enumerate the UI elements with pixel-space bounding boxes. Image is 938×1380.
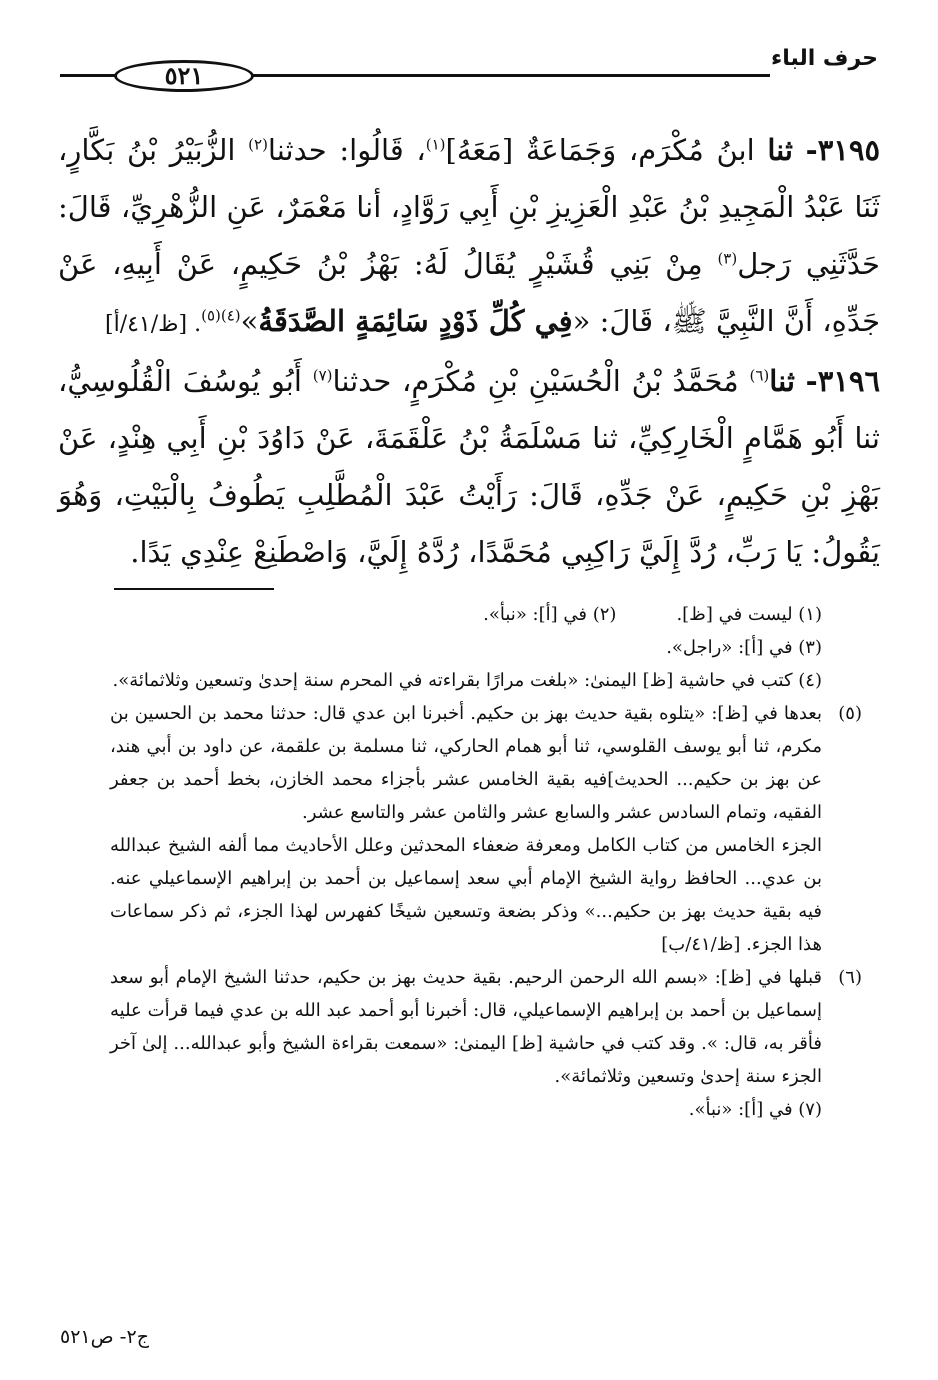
chapter-title: حرف الباء xyxy=(770,46,878,71)
footnote-5-continuation: الجزء الخامس من كتاب الكامل ومعرفة ضعفاء المحدثين وعلل الأحاديث مما ألفه الشيخ عبدالله بن عدي... الحافظ رواية الشيخ الإمام أبي سعد إسماعيل بن أحمد بن إبراهيم الإسماعيلي عنه. فيه بقية حديث بهز بن حكيم...» وذكر بضعة وتسعين شيخًا كفهرس لهذا الجزء، ثم ذكر سماعات هذا الجزء. [ظ/٤١/ب] xyxy=(110,835,822,955)
hadith-text: أَبُو يُوسُفَ الْقُلُوسِيُّ، ثنا أَبُو هَمَّامٍ الْخَارِكِيِّ، ثنا مَسْلَمَةُ بْنُ عَلْقَمَةَ، عَنْ دَاوُدَ بْنِ أَبِي هِنْدٍ، عَنْ بَهْزِ بْنِ حَكِيمٍ، عَنْ جَدِّهِ، قَالَ: رَأَيْتُ عَبْدَ الْمُطَّلِبِ يَطُوفُ بِالْبَيْتِ، وَهُوَ يَقُولُ: يَا رَبِّ، رُدَّ إِلَيَّ رَاكِبِي مُحَمَّدًا، رُدَّهُ إِلَيَّ، وَاصْطَنِعْ عِنْدِي يَدًا. xyxy=(58,364,880,569)
footnote-marker: (٧) xyxy=(312,366,333,385)
footnote-separator xyxy=(114,588,274,590)
page-header xyxy=(60,42,878,92)
manuscript-ref: . [ظ/٤١/أ] xyxy=(105,312,202,337)
footnote-4: (٤) كتب في حاشية [ظ] اليمنىٰ: «بلغت مرارًا بقراءته في المحرم سنة إحدىٰ وتسعين وثلاثمائة». xyxy=(112,670,822,691)
footnote-number: (٦) xyxy=(838,967,862,988)
hadith-number: ٣١٩٥- xyxy=(805,133,881,167)
footnote-marker: (١) xyxy=(425,135,446,154)
hadith-number: ٣١٩٦- xyxy=(805,364,881,398)
footnote-number: (٥) xyxy=(838,703,862,724)
footnote-3: (٣) في [أ]: «راجل». xyxy=(666,637,822,658)
footnote-5 xyxy=(110,697,862,829)
hadith-text: » xyxy=(240,304,259,338)
hadith-text: مُحَمَّدُ بْنُ الْحُسَيْنِ بْنِ مُكْرَمٍ، حدثنا xyxy=(332,364,739,398)
footnote-text: بعدها في [ظ]: «يتلوه بقية حديث بهز بن حكيم. أخبرنا ابن عدي قال: حدثنا محمد بن الحسين بن مكرم، ثنا أبو يوسف القلوسي، ثنا أبو همام الحاركي، ثنا مسلمة بن علقمة، عن داود بن أبي هند، عن بهز بن حكيم... الحديث]فيه بقية الخامس عشر بأجزاء محمد الخازن، بخط أحمد بن جعفر الفقيه، وتمام السادس عشر والسابع عشر والثامن عشر والتاسع عشر. xyxy=(110,703,822,823)
prophetic-quote: فِي كُلِّ ذَوْدٍ سَائِمَةٍ الصَّدَقَةُ xyxy=(258,304,573,338)
footnote-row xyxy=(110,598,822,631)
footnote-2: (٢) في [أ]: «نبأ». xyxy=(483,604,617,625)
footnotes xyxy=(110,598,862,1126)
footnote-text: قبلها في [ظ]: «بسم الله الرحمن الرحيم. بقية حديث بهز بن حكيم، حدثنا الشيخ الإمام أبو سعد إسماعيل بن أحمد بن إبراهيم الإسماعيلي، قال: أخبرنا أبو أحمد عبد الله بن عدي فيما قرأت عليه فأقر به، قال: ». وقد كتب في حاشية [ظ] اليمنىٰ: «سمعت بقراءة الشيخ وأبو عبدالله... إلىٰ آخر الجزء سنة إحدىٰ وتسعين وثلاثمائة». xyxy=(110,967,822,1087)
footnote-7: (٧) في [أ]: «نبأ». xyxy=(688,1099,822,1120)
hadith-text: مِنْ بَنِي قُشَيْرٍ يُقَالُ لَهُ: بَهْزُ بْنُ حَكِيمٍ، عَنْ أَبِيهِ، عَنْ جَدِّهِ، أَنَّ النَّبِيَّ ﷺ، قَالَ: « xyxy=(58,247,880,338)
footnote-marker: (٣) xyxy=(717,249,738,268)
thana-word: ثنا xyxy=(769,364,795,398)
footnote-6 xyxy=(110,961,862,1093)
footnote-marker: (٦) xyxy=(749,366,770,385)
hadith-text: الزُّبَيْرُ بْنُ بَكَّارٍ، ثَنَا عَبْدُ الْمَجِيدِ بْنُ عَبْدِ الْعَزِيزِ بْنِ أَبِي رَوَّادٍ، أنا مَعْمَرٌ، عَنِ الزُّهْرِيِّ، قَالَ: حَدَّثَنِي رَجل xyxy=(58,133,880,281)
thana-word: ثنا xyxy=(767,133,793,167)
hadith-text: ابنُ مُكْرَم، وَجَمَاعَةٌ [مَعَهُ] xyxy=(445,133,755,167)
main-text xyxy=(58,122,880,581)
page-number: ٥٢١ xyxy=(114,60,254,92)
hadith-3196 xyxy=(58,353,880,581)
footnote-marker: (٢) xyxy=(248,135,268,154)
hadith-text: ، قَالُوا: حدثنا xyxy=(267,133,426,167)
footnote-marker: (٤)(٥) xyxy=(201,306,241,325)
hadith-3195 xyxy=(58,122,880,353)
footnote-1: (١) ليست في [ظ]. xyxy=(676,604,822,625)
page-signature: ج٢- ص٥٢١ xyxy=(60,1326,149,1348)
